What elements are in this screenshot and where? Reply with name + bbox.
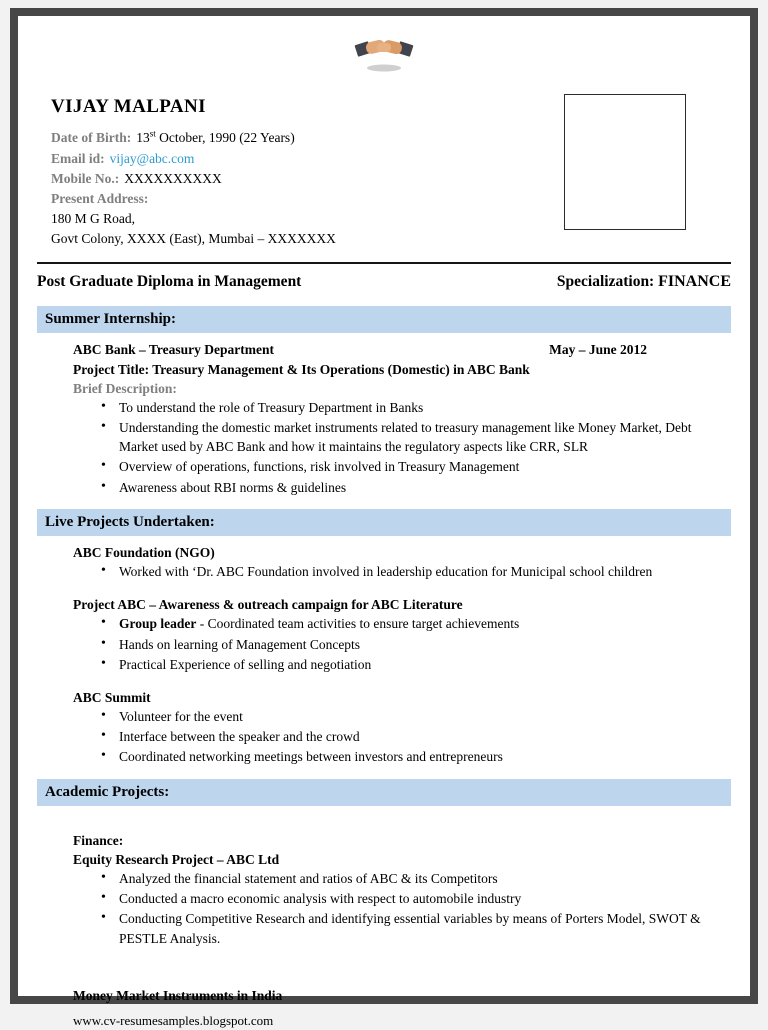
- address-line-1: 180 M G Road,: [51, 211, 135, 227]
- list-item: • Interface between the speaker and the crowd: [99, 727, 731, 746]
- subsection-title-summit: ABC Summit: [73, 689, 151, 705]
- dob-label: Date of Birth:: [51, 130, 132, 146]
- divider-line: [37, 262, 731, 264]
- list-item: • Awareness about RBI norms & guidelines: [99, 478, 731, 497]
- qualification-row: [37, 271, 731, 294]
- list-item: • Volunteer for the event: [99, 707, 731, 726]
- internship-project-title: Project Title: Treasury Management & Its Operations (Domestic) in ABC Bank: [73, 361, 530, 377]
- academic-project-title: Equity Research Project – ABC Ltd: [73, 851, 280, 867]
- page-border: [10, 8, 758, 1028]
- address-label: Present Address:: [51, 190, 149, 206]
- email-label: Email id:: [51, 150, 105, 166]
- bullet-bold-lead: Group leader: [119, 616, 197, 632]
- employer-name: ABC Bank – Treasury Department: [73, 342, 275, 358]
- candidate-name: VIJAY MALPANI: [51, 96, 206, 117]
- dob-value: 13st October, 1990 (22 Years): [136, 128, 295, 146]
- specialization-value: FINANCE: [658, 273, 731, 291]
- list-item: • Group leader - Coordinated team activities to ensure target achievements: [99, 614, 731, 633]
- list-item: • To understand the role of Treasury Department in Banks: [99, 398, 731, 417]
- list-item: • Hands on learning of Management Concepts: [99, 635, 731, 654]
- degree-title: Post Graduate Diploma in Management: [37, 273, 302, 291]
- money-market-title: Money Market Instruments in India: [73, 987, 283, 1003]
- brief-description-label: Brief Description:: [73, 380, 177, 396]
- internship-period: May – June 2012: [549, 342, 647, 358]
- list-item: • Conducting Competitive Research and identifying essential variables by means of Porters Model, SWOT & PESTLE Analysis.: [99, 909, 731, 947]
- list-item: • Understanding the domestic market instruments related to treasury management like Money Market, Debt Market used by ABC Bank and how it maintains the regulatory aspects like CRR, SLR: [99, 418, 731, 456]
- photo-placeholder: [564, 94, 686, 230]
- section-header-academic-projects: Academic Projects:: [37, 779, 731, 806]
- section-header-live-projects: Live Projects Undertaken:: [37, 509, 731, 536]
- address-line-2: Govt Colony, XXXX (East), Mumbai – XXXXXXX: [51, 231, 336, 247]
- section-header-summer-internship: Summer Internship:: [37, 306, 731, 333]
- mobile-value: XXXXXXXXXX: [124, 170, 222, 186]
- subsection-title-project-abc: Project ABC – Awareness & outreach campaign for ABC Literature: [73, 597, 463, 613]
- mobile-label: Mobile No.:: [51, 170, 120, 186]
- email-link[interactable]: vijay@abc.com: [109, 150, 195, 166]
- specialization: Specialization: FINANCE: [556, 273, 731, 291]
- list-item: • Conducted a macro economic analysis with respect to automobile industry: [99, 889, 731, 908]
- website-url: www.cv-resumesamples.blogspot.com: [73, 1012, 274, 1028]
- internship-employer-row: [73, 340, 731, 359]
- resume-page: [18, 16, 750, 1028]
- list-item: • Overview of operations, functions, risk involved in Treasury Management: [99, 457, 731, 476]
- list-item: • Coordinated networking meetings between investors and entrepreneurs: [99, 747, 731, 766]
- handshake-icon: [37, 16, 731, 76]
- subsection-title-foundation: ABC Foundation (NGO): [73, 544, 215, 560]
- list-item: • Worked with ‘Dr. ABC Foundation involved in leadership education for Municipal school children: [99, 562, 731, 581]
- list-item: • Analyzed the financial statement and ratios of ABC & its Competitors: [99, 869, 731, 888]
- academic-category: Finance:: [73, 832, 124, 848]
- list-item: • Practical Experience of selling and negotiation: [99, 655, 731, 674]
